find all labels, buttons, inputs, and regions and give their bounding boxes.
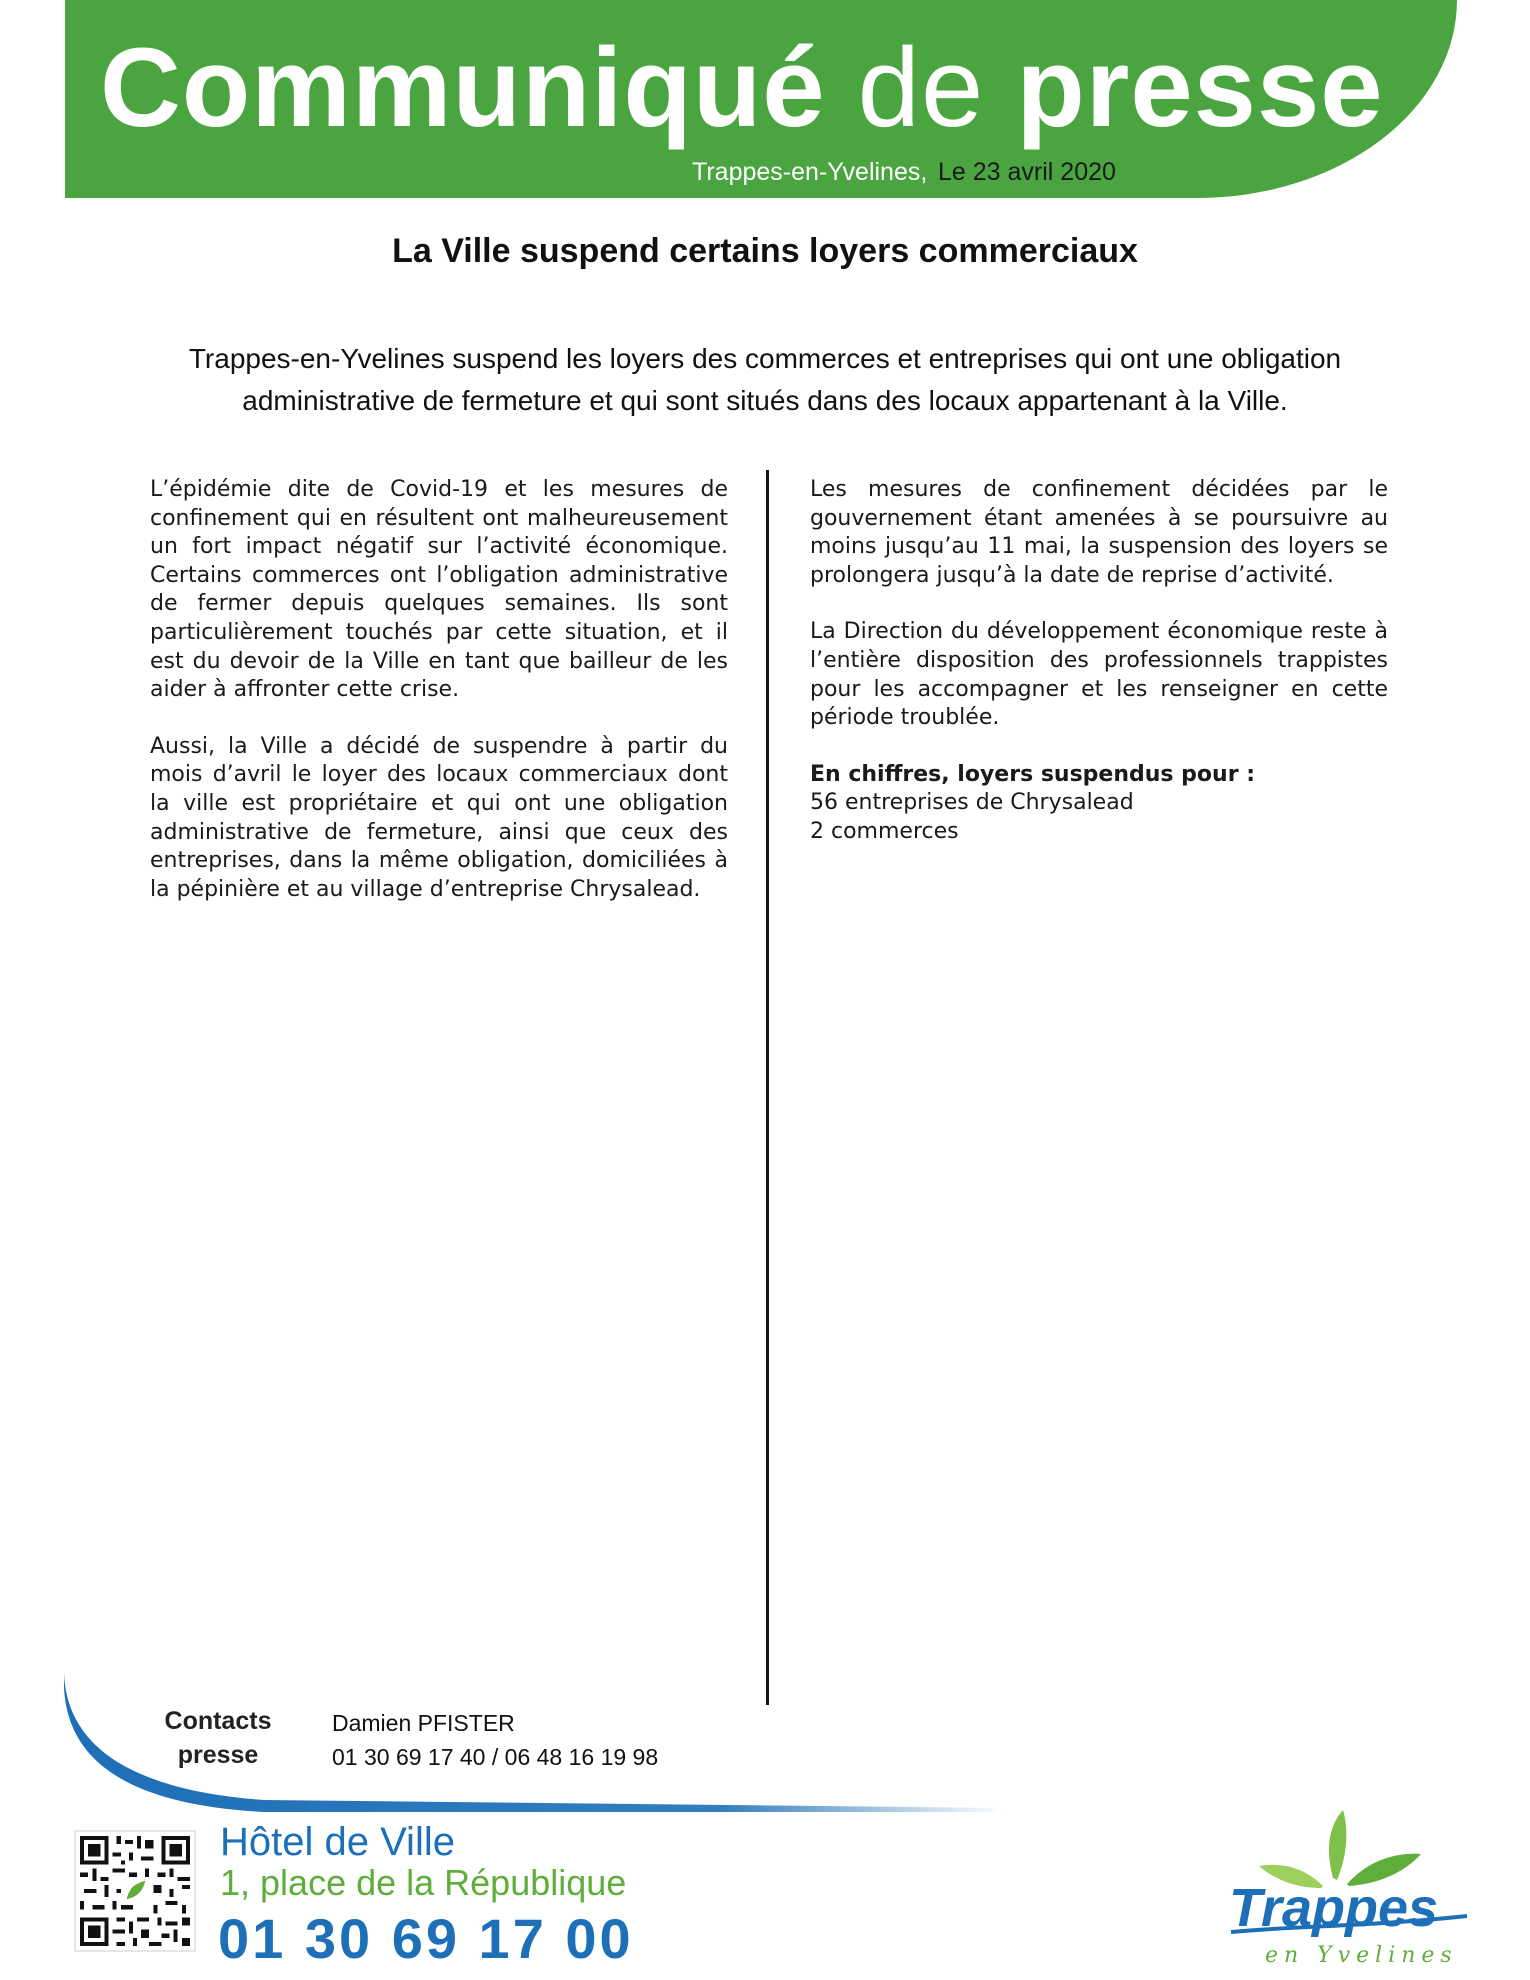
- title-word-presse: presse: [1016, 25, 1384, 150]
- date-label: Le 23 avril 2020: [938, 158, 1116, 186]
- left-paragraph-2: Aussi, la Ville a décidé de suspendre à partir du mois d’avril le loyer des locaux commerciaux dont la ville est propriétaire et qui ont une obligation administrative de fermeture, ainsi que ceux des entreprises, dans la même obligation, domiciliées à la pépinière et au village d’entreprise Chrysalead.: [150, 733, 728, 902]
- title-word-de: de: [857, 25, 985, 150]
- left-paragraph-1: L’épidémie dite de Covid-19 et les mesures de confinement qui en résultent ont malheureusement un fort impact négatif sur l’activité économique. Certains commerces ont l’obligation administrative de fermer depuis quelques semaines. Ils sont particulièrement touchés par cette situation, et il est du devoir de la Ville en tant que bailleur de les aider à affronter cette crise.: [150, 477, 728, 703]
- lead-paragraph: Trappes-en-Yvelines suspend les loyers des commerces et entreprises qui ont une obligation administrative de fermeture et qui sont situés dans des locaux appartenant à la Ville.: [188, 343, 1342, 416]
- figures-title: En chiffres, loyers suspendus pour :: [810, 761, 1255, 787]
- title-word-communique: Communiqué: [100, 25, 826, 150]
- contact-phones: 01 30 69 17 40 / 06 48 16 19 98: [332, 1744, 659, 1770]
- qr-code-icon: [74, 1830, 196, 1952]
- figures-line: 2 commerces: [810, 818, 959, 844]
- contact-name: Damien PFISTER: [332, 1710, 515, 1736]
- figures-line: 56 entreprises de Chrysalead: [810, 790, 1134, 816]
- column-left: [150, 476, 728, 932]
- column-divider: [766, 470, 769, 1705]
- hotel-de-ville-name: Hôtel de Ville: [220, 1820, 455, 1864]
- column-right: [810, 476, 1388, 875]
- contacts-label-line-2: presse: [177, 1741, 259, 1769]
- document-title: [100, 18, 1384, 158]
- logo-subtitle: en Yvelines: [1265, 1943, 1458, 1968]
- logo-wordmark: Trappes: [1229, 1878, 1439, 1938]
- right-paragraph-1: Les mesures de confinement décidées par le gouvernement étant amenées à se poursuivre au moins jusqu’au 11 mai, la suspension des loyers se prolongera jusqu’à la date de reprise d’activité.: [810, 477, 1388, 588]
- hotel-de-ville-phone: 01 30 69 17 00: [218, 1907, 634, 1970]
- contacts-label: [148, 1704, 288, 1772]
- right-paragraph-2: La Direction du développement économique reste à l’entière disposition des professionnels trappistes pour les accompagner et les renseigner en cette période troublée.: [810, 619, 1388, 731]
- leaf-icon: [121, 1877, 149, 1905]
- figures-block: [810, 761, 1388, 847]
- trappes-logo-icon: [1225, 1808, 1475, 1970]
- headline: La Ville suspend certains loyers commerciaux: [392, 232, 1138, 270]
- contacts-label-line-1: Contacts: [164, 1707, 272, 1735]
- place-label: Trappes-en-Yvelines,: [692, 158, 928, 186]
- hotel-de-ville-address: 1, place de la République: [220, 1862, 627, 1903]
